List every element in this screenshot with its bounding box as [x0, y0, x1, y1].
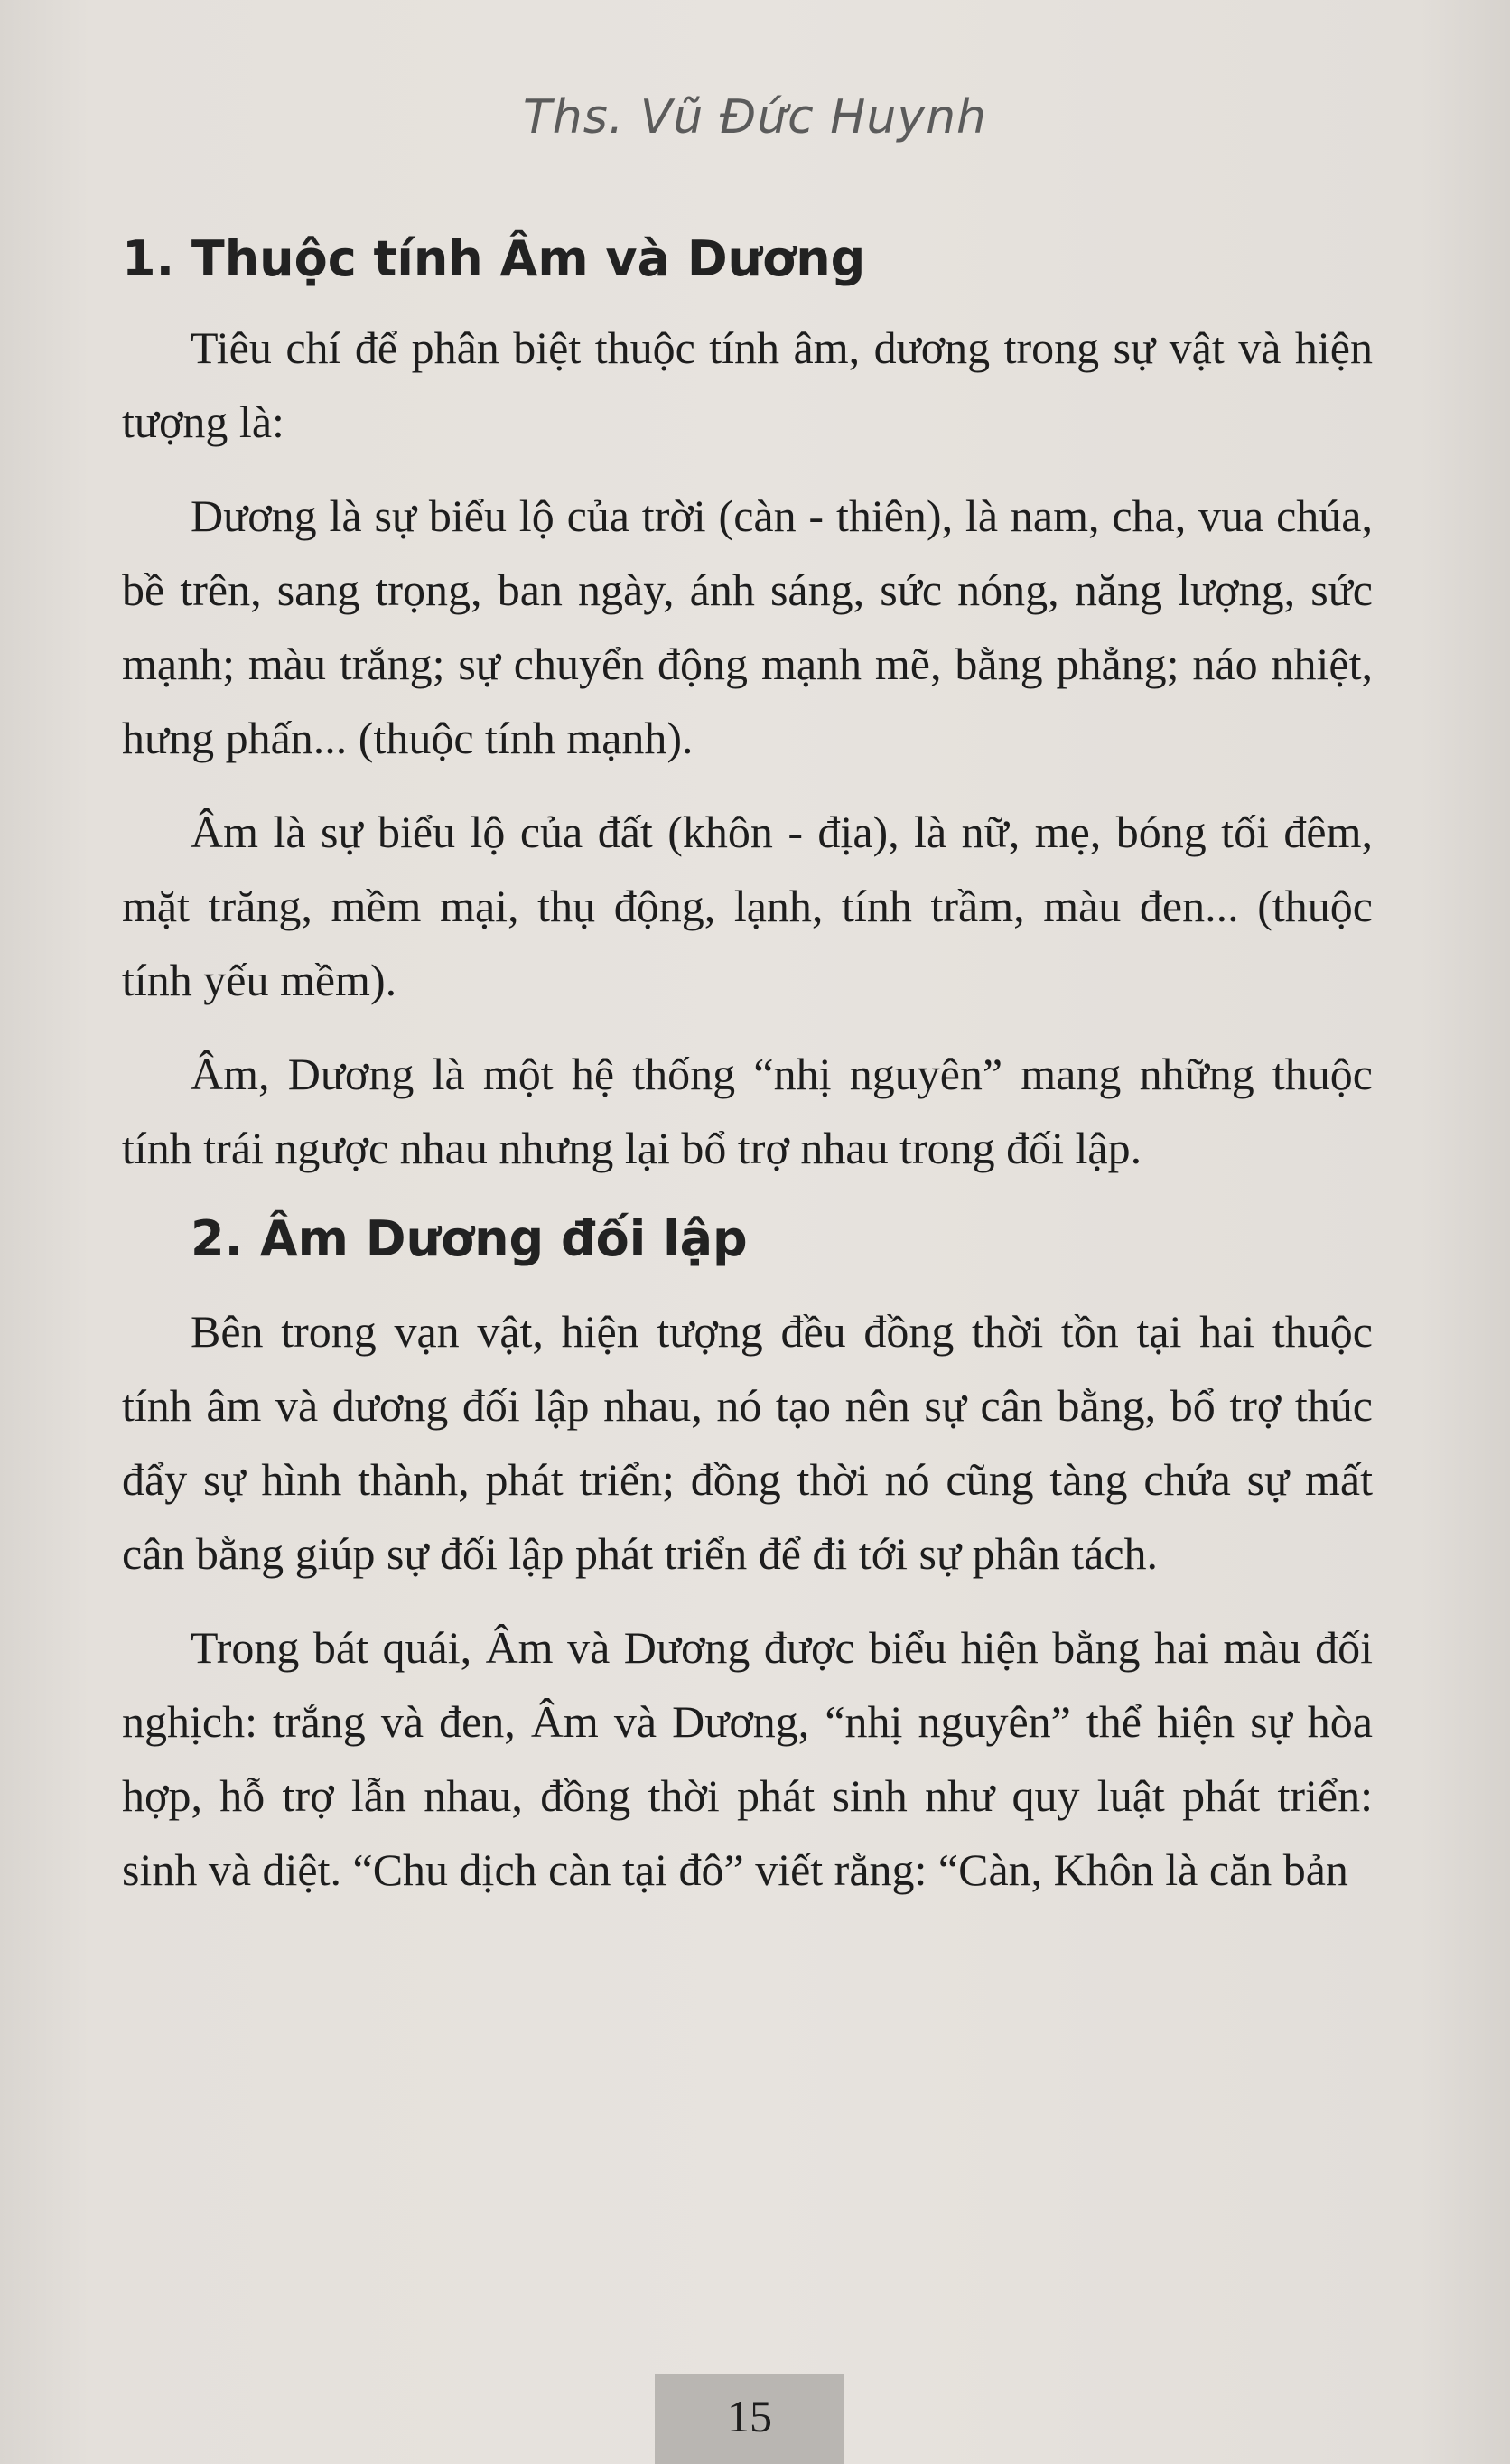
paragraph: Âm, Dương là một hệ thống “nhị nguyên” mang những thuộc tính trái ngược nhau nhưng lại bổ trợ nhau trong đối lập.: [122, 1048, 1373, 1173]
paragraph: Trong bát quái, Âm và Dương được biểu hiện bằng hai màu đối nghịch: trắng và đen, Âm và Dương, “nhị nguyên” thể hiện sự hòa hợp, hỗ trợ lẫn nhau, đồng thời phát sinh như quy luật phát triển: sinh và diệt. “Chu dịch càn tại đô” viết rằng: “Càn, Khôn là căn bản: [122, 1621, 1373, 1895]
page-number-tab: [655, 2374, 844, 2464]
section-heading-2: 2. Âm Dương đối lập: [191, 1209, 748, 1267]
paragraph: Âm là sự biểu lộ của đất (khôn - địa), là nữ, mẹ, bóng tối đêm, mặt trăng, mềm mại, thụ động, lạnh, tính trầm, màu đen... (thuộc tính yếu mềm).: [122, 806, 1373, 1005]
section-heading-1: 1. Thuộc tính Âm và Dương: [122, 230, 866, 287]
page-content: [122, 230, 1373, 1927]
paragraph: Dương là sự biểu lộ của trời (càn - thiên), là nam, cha, vua chúa, bề trên, sang trọng, ban ngày, ánh sáng, sức nóng, năng lượng, sức mạnh; màu trắng; sự chuyển động mạnh mẽ, bằng phẳng; náo nhiệt, hưng phấn... (thuộc tính mạnh).: [122, 490, 1373, 763]
page-number: 15: [727, 2391, 772, 2441]
running-header-author: Ths. Vũ Đức Huynh: [522, 90, 988, 145]
paragraph: Tiêu chí để phân biệt thuộc tính âm, dương trong sự vật và hiện tượng là:: [122, 322, 1373, 447]
paragraph: Bên trong vạn vật, hiện tượng đều đồng thời tồn tại hai thuộc tính âm và dương đối lập nhau, nó tạo nên sự cân bằng, bổ trợ thúc đẩy sự hình thành, phát triển; đồng thời nó cũng tàng chứa sự mất cân bằng giúp sự đối lập phát triển để đi tới sự phân tách.: [122, 1305, 1373, 1579]
